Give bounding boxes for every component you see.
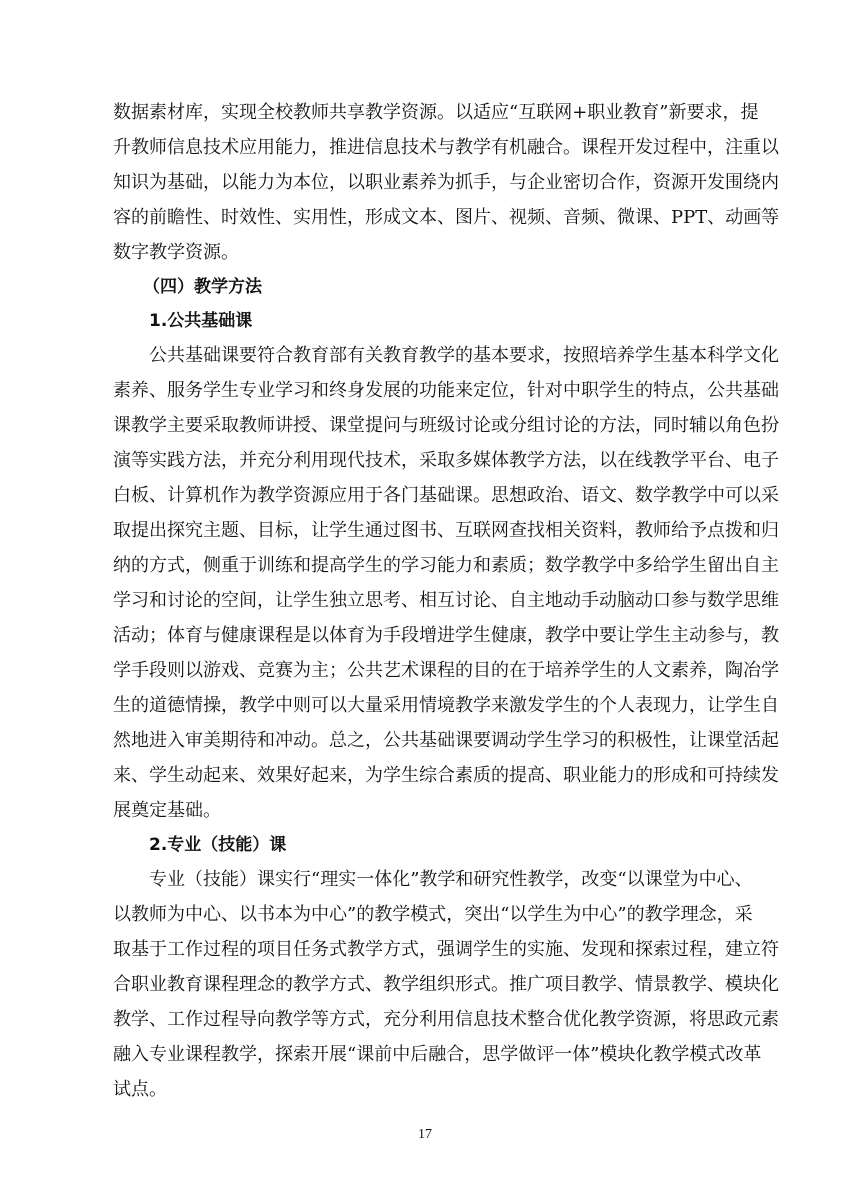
paragraph-line: 合职业教育课程理念的教学方式、教学组织形式。推广项目教学、情景教学、模块化 bbox=[113, 974, 779, 995]
paragraph-line: 演等实践方法，并充分利用现代技术，采取多媒体教学方法，以在线教学平台、电子 bbox=[113, 450, 779, 471]
paragraph-line: 专业（技能）课实行“理实一体化”教学和研究性教学，改变“以课堂为中心、 bbox=[149, 869, 753, 890]
paragraph-line: 来、学生动起来、效果好起来，为学生综合素质的提高、职业能力的形成和可持续发 bbox=[113, 765, 779, 786]
paragraph-line: 教学、工作过程导向教学等方式，充分利用信息技术整合优化教学资源，将思政元素 bbox=[113, 1009, 779, 1030]
paragraph-line: 容的前瞻性、时效性、实用性，形成文本、图片、视频、音频、微课、PPT、动画等 bbox=[113, 207, 780, 228]
paragraph-line: 试点。 bbox=[113, 1079, 167, 1100]
paragraph-line: 数字教学资源。 bbox=[113, 242, 239, 263]
paragraph-line: 学习和讨论的空间，让学生独立思考、相互讨论、自主地动手动脑动口参与数学思维 bbox=[113, 590, 779, 611]
paragraph-line: 素养、服务学生专业学习和终身发展的功能来定位，针对中职学生的特点，公共基础 bbox=[113, 380, 779, 401]
paragraph-line: 活动；体育与健康课程是以体育为手段增进学生健康，教学中要让学生主动参与，教 bbox=[113, 625, 779, 646]
paragraph-line: 数据素材库，实现全校教师共享教学资源。以适应“互联网+职业教育”新要求，提 bbox=[113, 102, 759, 123]
paragraph-line: 知识为基础，以能力为本位，以职业素养为抓手，与企业密切合作，资源开发围绕内 bbox=[113, 172, 779, 193]
paragraph-line: 公共基础课要符合教育部有关教育教学的基本要求，按照培养学生基本科学文化 bbox=[149, 345, 779, 366]
paragraph-line: 取基于工作过程的项目任务式教学方式，强调学生的实施、发现和探索过程，建立符 bbox=[113, 939, 779, 960]
paragraph-line: 学手段则以游戏、竞赛为主；公共艺术课程的目的在于培养学生的人文素养，陶冶学 bbox=[113, 660, 779, 681]
subsection-heading: 2.专业（技能）课 bbox=[149, 835, 287, 855]
paragraph-line: 课教学主要采取教师讲授、课堂提问与班级讨论或分组讨论的方法，同时辅以角色扮 bbox=[113, 415, 779, 436]
paragraph-line: 融入专业课程教学，探索开展“课前中后融合，思学做评一体”模块化教学模式改革 bbox=[113, 1044, 762, 1065]
paragraph-line: 然地进入审美期待和冲动。总之，公共基础课要调动学生学习的积极性，让课堂活起 bbox=[113, 730, 779, 751]
page-number: 17 bbox=[418, 1127, 432, 1142]
paragraph-line: 升教师信息技术应用能力，推进信息技术与教学有机融合。课程开发过程中，注重以 bbox=[113, 137, 779, 158]
paragraph-line: 取提出探究主题、目标，让学生通过图书、互联网查找相关资料，教师给予点拨和归 bbox=[113, 520, 779, 541]
paragraph-line: 白板、计算机作为教学资源应用于各门基础课。思想政治、语文、数学教学中可以采 bbox=[113, 485, 779, 506]
section-heading: （四）教学方法 bbox=[143, 277, 262, 297]
subsection-heading: 1.公共基础课 bbox=[149, 311, 253, 331]
paragraph-line: 生的道德情操，教学中则可以大量采用情境教学来激发学生的个人表现力，让学生自 bbox=[113, 695, 779, 716]
paragraph-line: 展奠定基础。 bbox=[113, 800, 221, 821]
paragraph-line: 纳的方式，侧重于训练和提高学生的学习能力和素质；数学教学中多给学生留出自主 bbox=[113, 555, 779, 576]
paragraph-line: 以教师为中心、以书本为中心”的教学模式，突出“以学生为中心”的教学理念，采 bbox=[113, 904, 753, 925]
